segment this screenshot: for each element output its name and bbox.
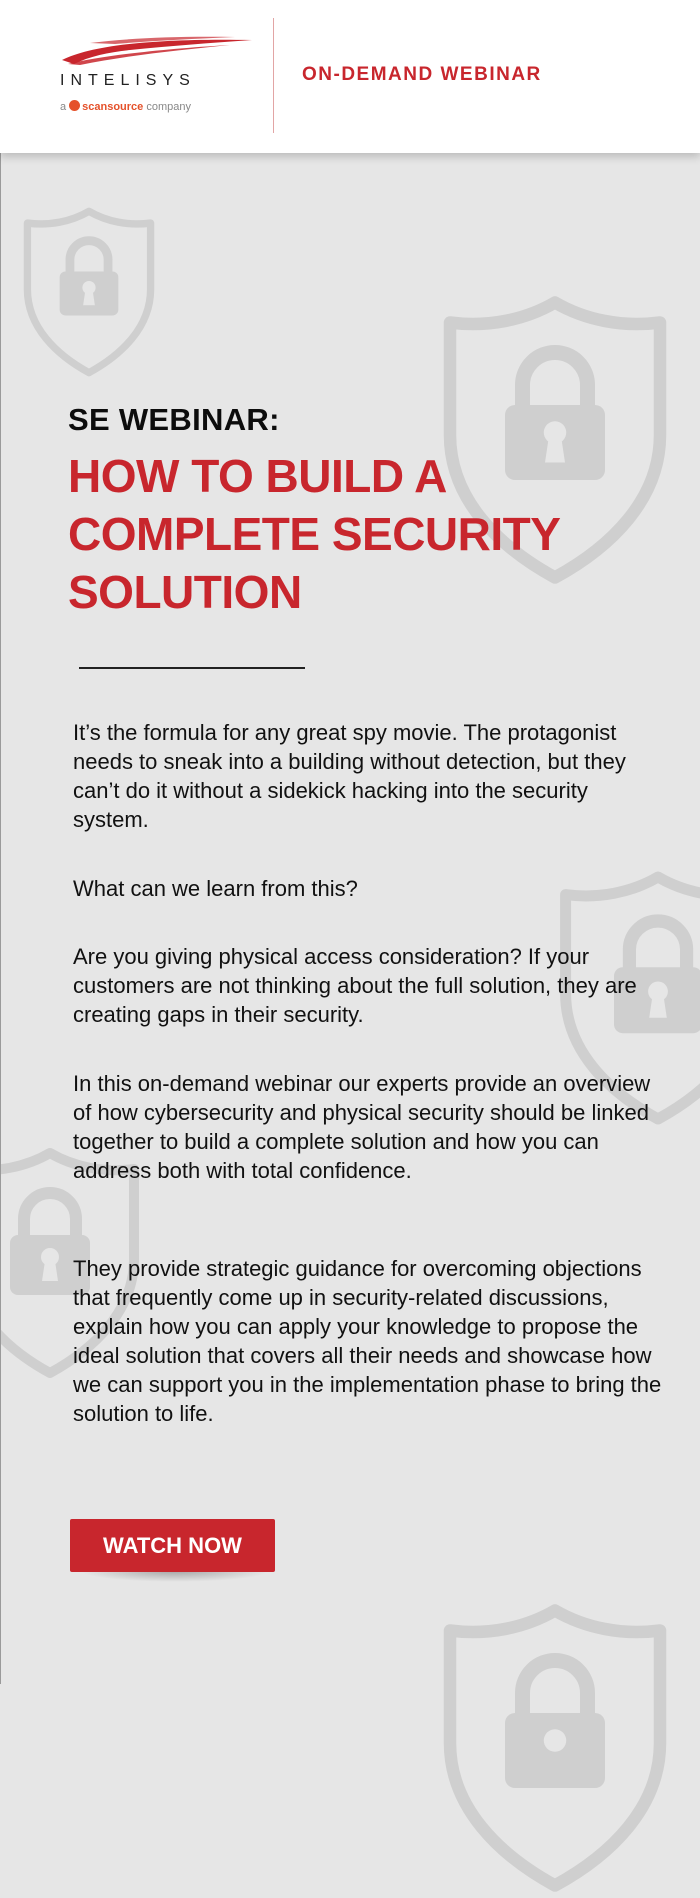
logo-tagline — [60, 100, 191, 113]
tagline-suffix: company — [146, 101, 191, 113]
section-divider — [79, 667, 305, 669]
body-paragraph: They provide strategic guidance for overcoming objections that frequently come up in security-related discussions, explain how you can apply your knowledge to propose the ideal solution that covers all their needs and showcase how we can support you in the implementation phase to bring the solution to life. — [73, 1256, 662, 1426]
left-border — [0, 153, 1, 1684]
headline-line: COMPLETE SECURITY — [68, 508, 561, 560]
logo-swoosh-icon — [60, 34, 255, 68]
tagline-brand: scansource — [82, 101, 144, 113]
body-paragraph: What can we learn from this? — [73, 876, 358, 901]
headline-line: SOLUTION — [68, 566, 302, 618]
body-paragraph: Are you giving physical access consideration? If your customers are not thinking about the full solution, they are creating gaps in their security. — [73, 944, 637, 1027]
body-paragraph: It’s the formula for any great spy movie. The protagonist needs to sneak into a building without detection, but they can’t do it without a sidekick hacking into the security system. — [73, 720, 626, 832]
header — [0, 0, 700, 153]
eyebrow-title: SE WEBINAR: — [68, 402, 280, 437]
header-divider — [273, 18, 274, 133]
intelisys-logo[interactable] — [60, 34, 260, 124]
header-label: ON-DEMAND WEBINAR — [302, 64, 542, 85]
scansource-mark-icon — [69, 100, 80, 111]
logo-wordmark: INTELISYS — [60, 72, 196, 89]
headline — [68, 447, 688, 621]
tagline-prefix: a — [60, 101, 67, 113]
watch-now-button[interactable]: WATCH NOW — [70, 1519, 275, 1572]
headline-line: HOW TO BUILD A — [68, 450, 447, 502]
body-paragraph: In this on-demand webinar our experts provide an overview of how cybersecurity and physical security should be linked together to build a complete solution and how you can address both with total confidence. — [73, 1071, 651, 1183]
